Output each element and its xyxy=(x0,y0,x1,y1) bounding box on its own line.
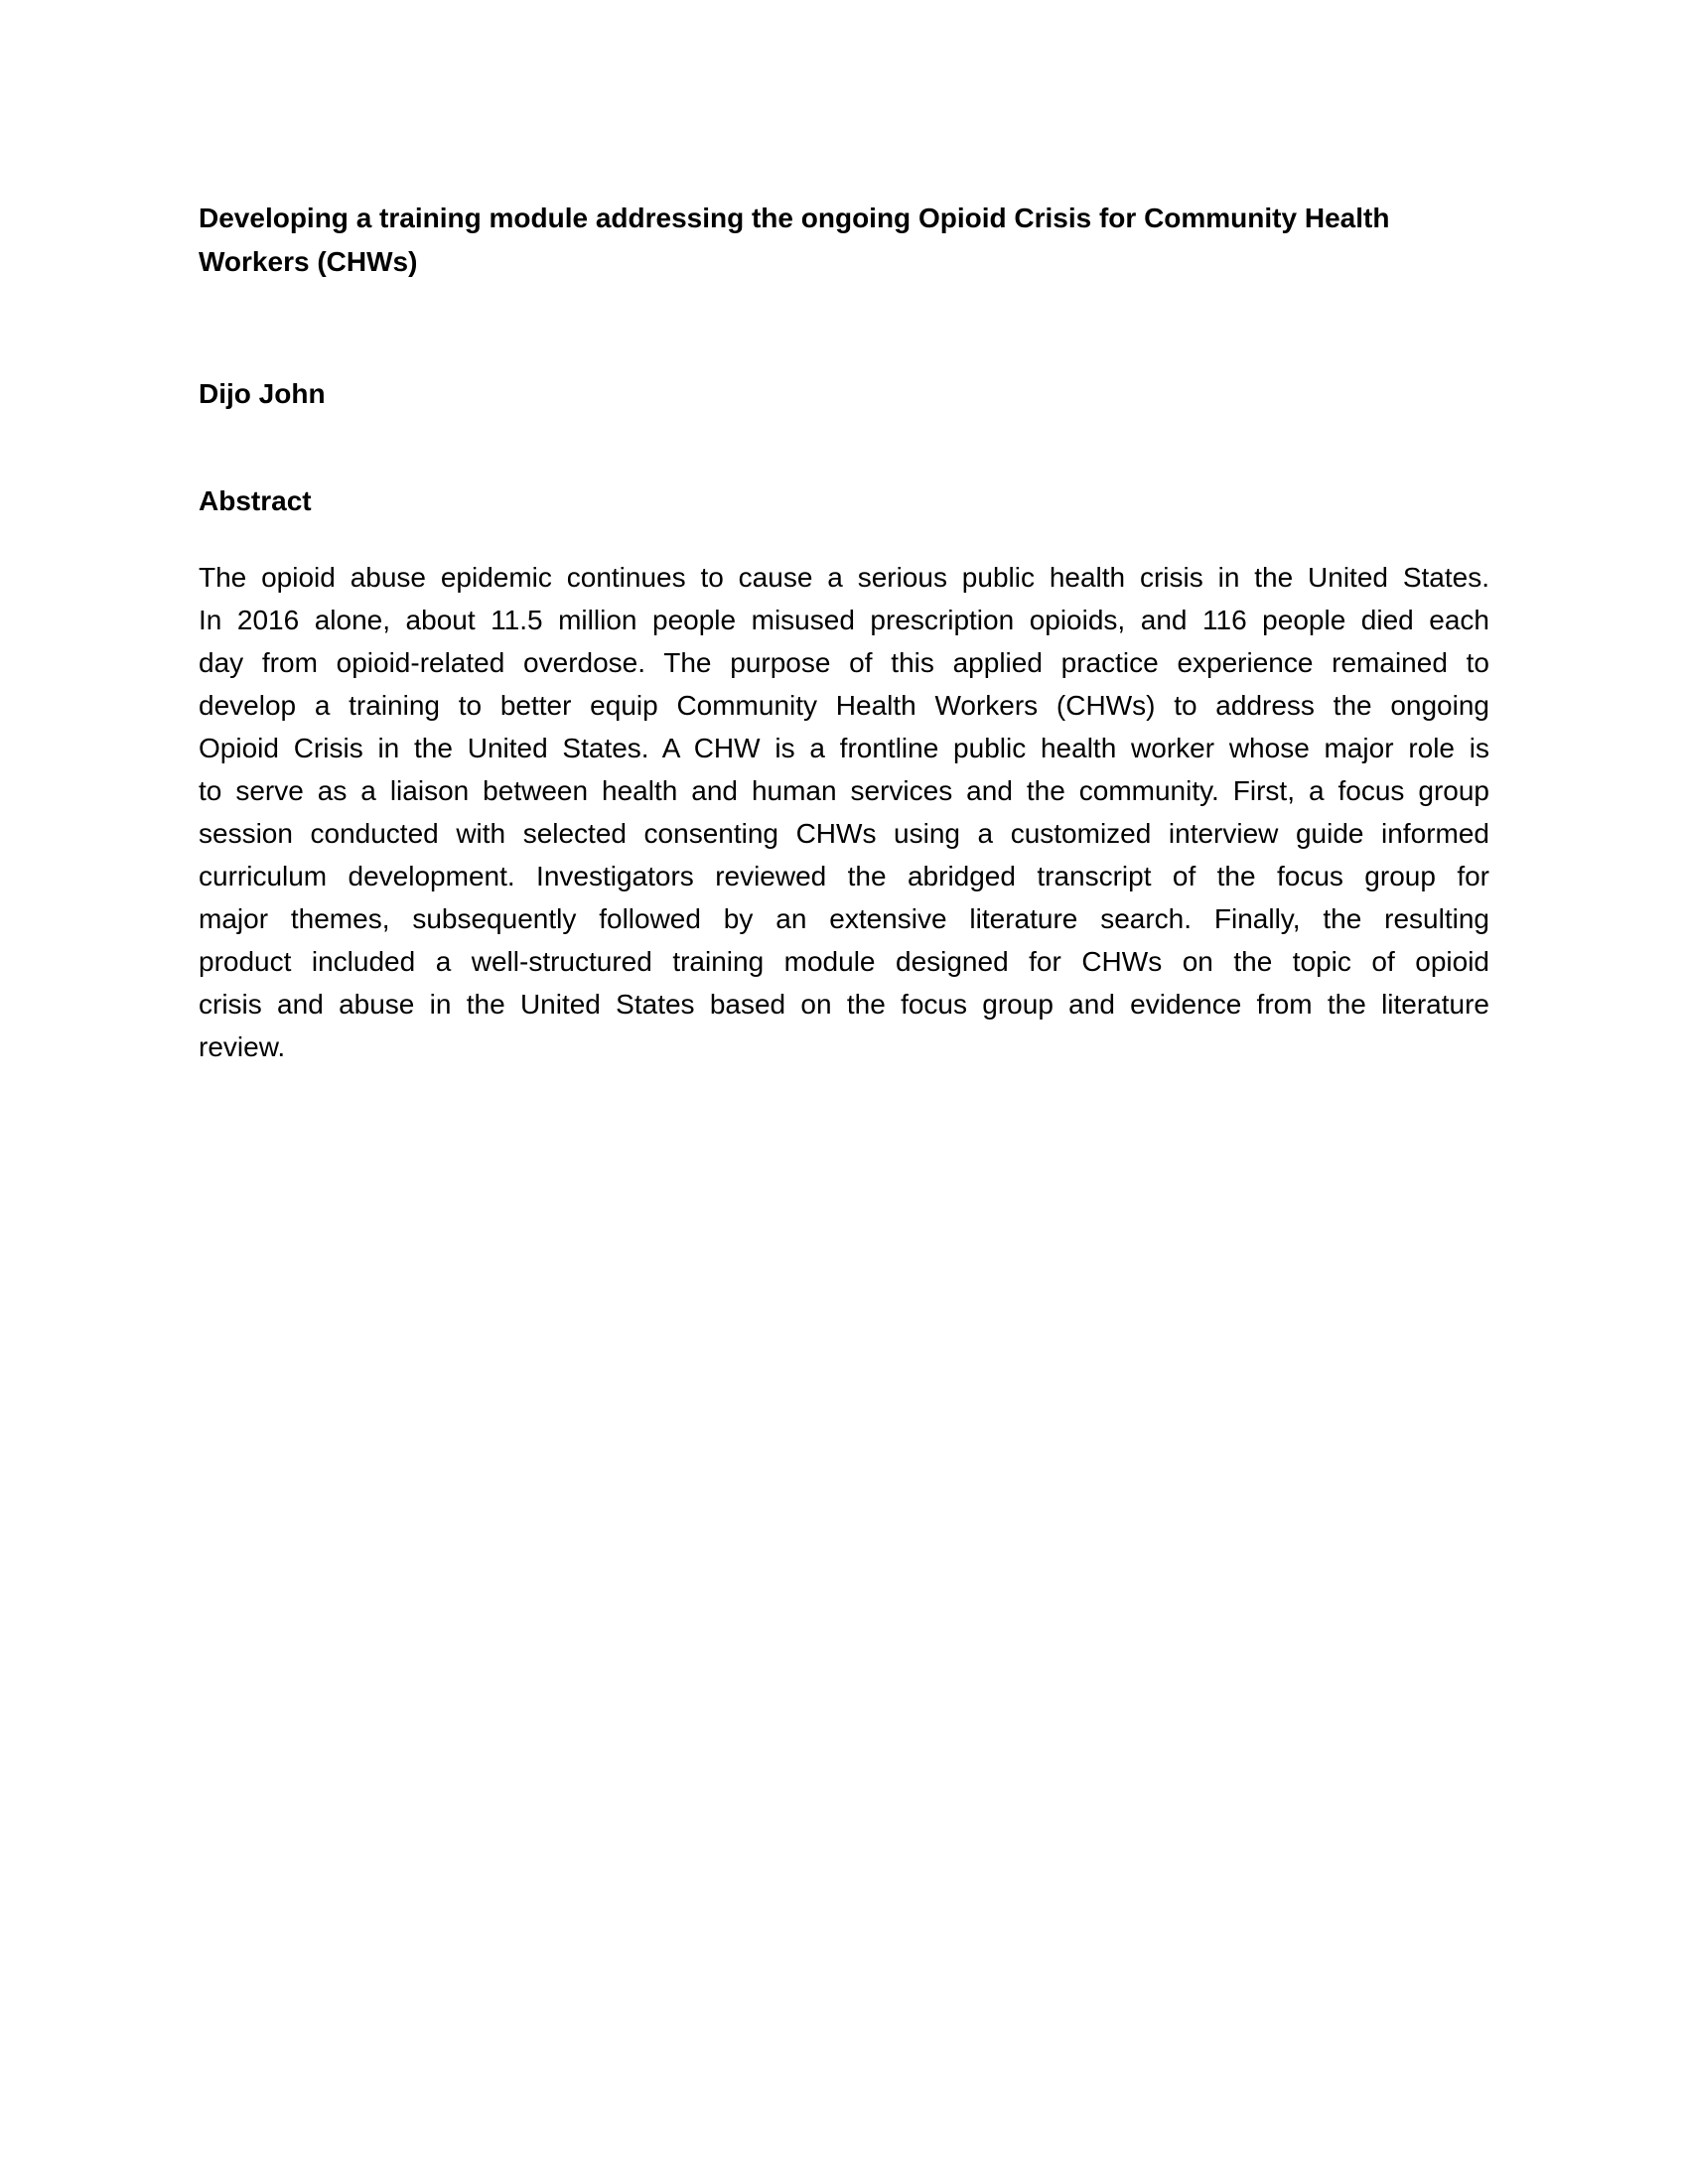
abstract-paragraph xyxy=(199,556,1489,1068)
abstract-heading: Abstract xyxy=(199,485,312,516)
abstract-line: review. xyxy=(199,1031,286,1062)
title-line-2: Workers (CHWs) xyxy=(199,246,418,277)
abstract-line: session conducted with selected consenting CHWs using a customized interview guide informed xyxy=(199,818,1489,849)
abstract-line: product included a well-structured training module designed for CHWs on the topic of opioid xyxy=(199,946,1489,977)
abstract-line: curriculum development. Investigators reviewed the abridged transcript of the focus group for xyxy=(199,861,1489,891)
title-line-1: Developing a training module addressing the ongoing Opioid Crisis for Community Health xyxy=(199,203,1390,233)
author-name: Dijo John xyxy=(199,378,326,409)
abstract-line: day from opioid-related overdose. The purpose of this applied practice experience remained to xyxy=(199,647,1489,678)
abstract-line: develop a training to better equip Community Health Workers (CHWs) to address the ongoing xyxy=(199,690,1489,721)
abstract-line: Opioid Crisis in the United States. A CHW is a frontline public health worker whose major role is xyxy=(199,733,1489,763)
page-title xyxy=(199,197,1489,284)
abstract-line: to serve as a liaison between health and human services and the community. First, a focus group xyxy=(199,775,1489,806)
abstract-line: The opioid abuse epidemic continues to cause a serious public health crisis in the United States. xyxy=(199,562,1489,593)
abstract-line: crisis and abuse in the United States based on the focus group and evidence from the literature xyxy=(199,989,1489,1020)
abstract-line: major themes, subsequently followed by an extensive literature search. Finally, the resulting xyxy=(199,903,1489,934)
abstract-line: In 2016 alone, about 11.5 million people misused prescription opioids, and 116 people died each xyxy=(199,605,1489,635)
